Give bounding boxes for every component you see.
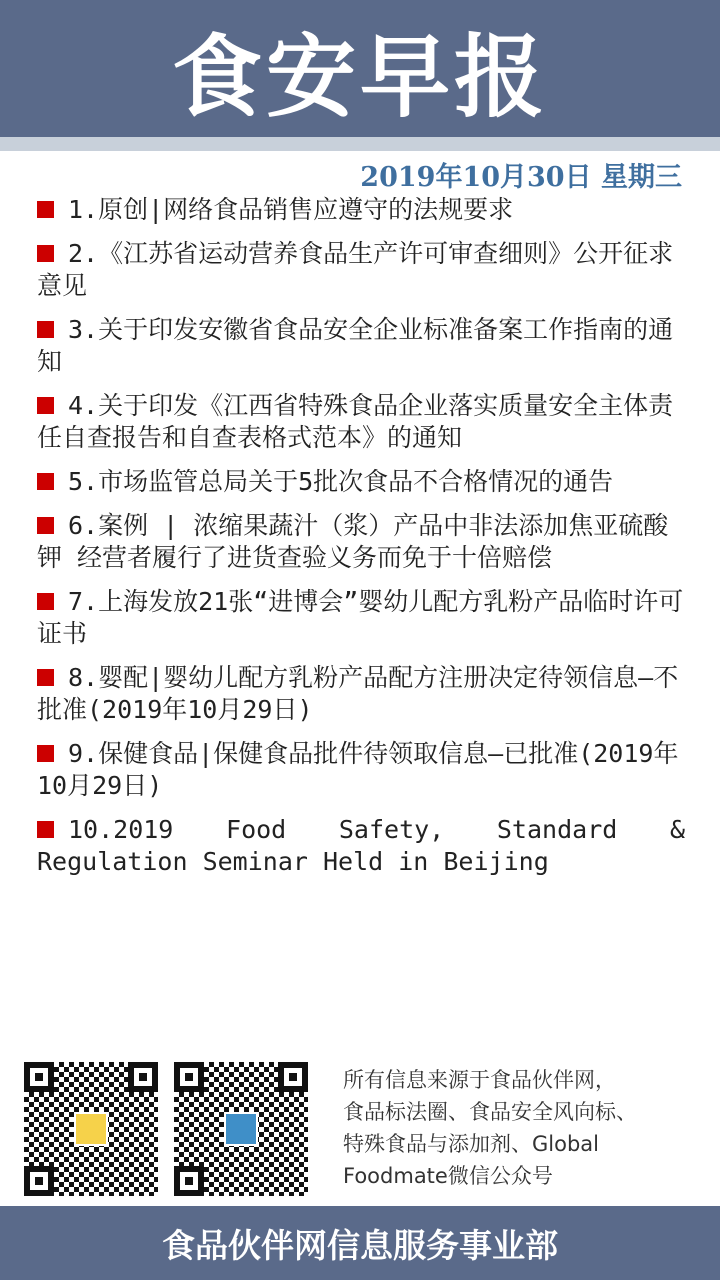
bullet-square-icon	[37, 593, 54, 610]
news-item[interactable]	[37, 510, 685, 574]
footer-banner	[0, 1206, 720, 1280]
qr-finder-icon	[128, 1062, 158, 1092]
header-banner	[0, 0, 720, 137]
bullet-square-icon	[37, 473, 54, 490]
news-item[interactable]	[37, 390, 685, 454]
news-item[interactable]	[37, 814, 685, 878]
qr-logo-icon	[224, 1112, 258, 1146]
news-item-text: 4.关于印发《江西省特殊食品企业落实质量安全主体责任自查报告和自查表格式范本》的通知	[37, 391, 674, 452]
news-item[interactable]	[37, 586, 685, 650]
source-note	[343, 1064, 713, 1192]
news-item[interactable]	[37, 238, 685, 302]
source-note-line: Foodmate微信公众号	[343, 1164, 553, 1188]
bullet-square-icon	[37, 517, 54, 534]
news-item-text: 9.保健食品|保健食品批件待领取信息—已批准(2019年10月29日)	[37, 739, 679, 800]
news-item[interactable]	[37, 466, 685, 498]
bullet-square-icon	[37, 201, 54, 218]
qr-finder-icon	[174, 1062, 204, 1092]
news-item[interactable]	[37, 738, 685, 802]
header-stripe	[0, 137, 720, 151]
qr-code-icon	[174, 1062, 308, 1196]
issue-date: 2019年10月30日 星期三	[360, 162, 682, 193]
qr-finder-icon	[278, 1062, 308, 1092]
qr-logo-icon	[74, 1112, 108, 1146]
page-title: 食安早报	[172, 24, 548, 130]
qr-finder-icon	[174, 1166, 204, 1196]
footer-info	[0, 1058, 720, 1203]
news-item-text: 6.案例 | 浓缩果蔬汁（浆）产品中非法添加焦亚硫酸钾 经营者履行了进货查验义务而免于十倍赔偿	[37, 511, 669, 572]
news-item-text: 3.关于印发安徽省食品安全企业标准备案工作指南的通知	[37, 315, 674, 376]
news-item-text: 7.上海发放21张“进博会”婴幼儿配方乳粉产品临时许可证书	[37, 587, 684, 648]
bullet-square-icon	[37, 821, 54, 838]
news-item-text: 8.婴配|婴幼儿配方乳粉产品配方注册决定待领信息—不批准(2019年10月29日)	[37, 663, 679, 724]
news-item-text: 5.市场监管总局关于5批次食品不合格情况的通告	[68, 467, 614, 496]
qr-finder-icon	[24, 1062, 54, 1092]
qr-code-icon	[24, 1062, 158, 1196]
news-list	[37, 194, 685, 890]
bullet-square-icon	[37, 745, 54, 762]
bullet-square-icon	[37, 397, 54, 414]
news-item[interactable]	[37, 194, 685, 226]
news-item-text: 2.《江苏省运动营养食品生产许可审查细则》公开征求意见	[37, 239, 674, 300]
bullet-square-icon	[37, 245, 54, 262]
source-note-line: 所有信息来源于食品伙伴网，	[343, 1068, 616, 1092]
news-item[interactable]	[37, 662, 685, 726]
source-note-line: 特殊食品与添加剂、Global	[343, 1132, 599, 1156]
news-item-text: 1.原创|网络食品销售应遵守的法规要求	[68, 195, 514, 224]
department-name: 食品伙伴网信息服务事业部	[162, 1225, 558, 1265]
bullet-square-icon	[37, 669, 54, 686]
news-item[interactable]	[37, 314, 685, 378]
news-item-text: 10.2019 Food Safety, Standard & Regulation Seminar Held in Beijing	[37, 815, 685, 876]
bullet-square-icon	[37, 321, 54, 338]
source-note-line: 食品标法圈、食品安全风向标、	[343, 1100, 637, 1124]
qr-finder-icon	[24, 1166, 54, 1196]
